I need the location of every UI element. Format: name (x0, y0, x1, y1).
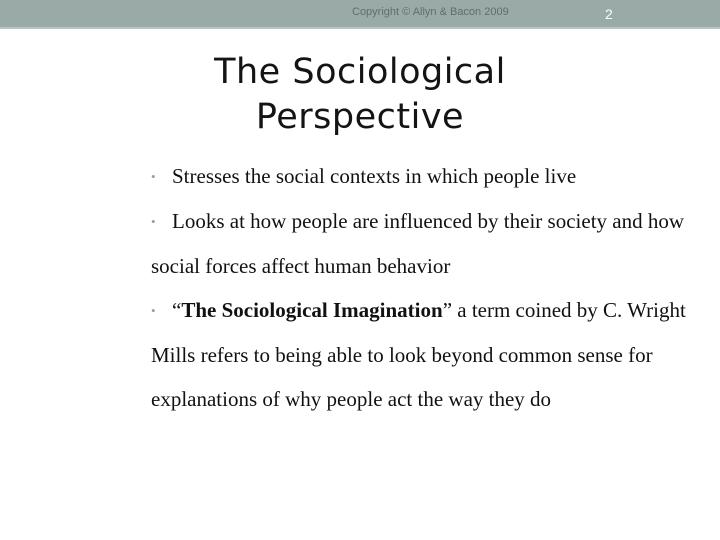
title-line-2: Perspective (255, 97, 465, 137)
bullet-list (151, 154, 716, 421)
bullet-dot-icon: • (151, 303, 156, 318)
bullet-text: ” a term coined by C. Wright Mills refers to being able to look beyond common sense for explanations of why people act the way they do (151, 298, 686, 411)
title-line-1: The Sociological (214, 52, 506, 92)
header-accent-line (0, 27, 720, 29)
bullet-bold-term: The Sociological Imagination (181, 298, 443, 322)
bullet-dot-icon: • (151, 169, 156, 184)
list-item (151, 288, 716, 421)
bullet-text: Looks at how people are influenced by their society and how social forces affect human behavior (151, 209, 685, 278)
list-item (151, 199, 716, 288)
bullet-dot-icon: • (151, 214, 156, 229)
bullet-text: Stresses the social contexts in which people live (172, 164, 577, 188)
page-number: 2 (605, 6, 613, 22)
copyright-notice: Copyright © Allyn & Bacon 2009 (352, 6, 509, 18)
list-item (151, 154, 716, 199)
page-title (150, 50, 570, 140)
bullet-open-quote: “ (172, 298, 182, 322)
